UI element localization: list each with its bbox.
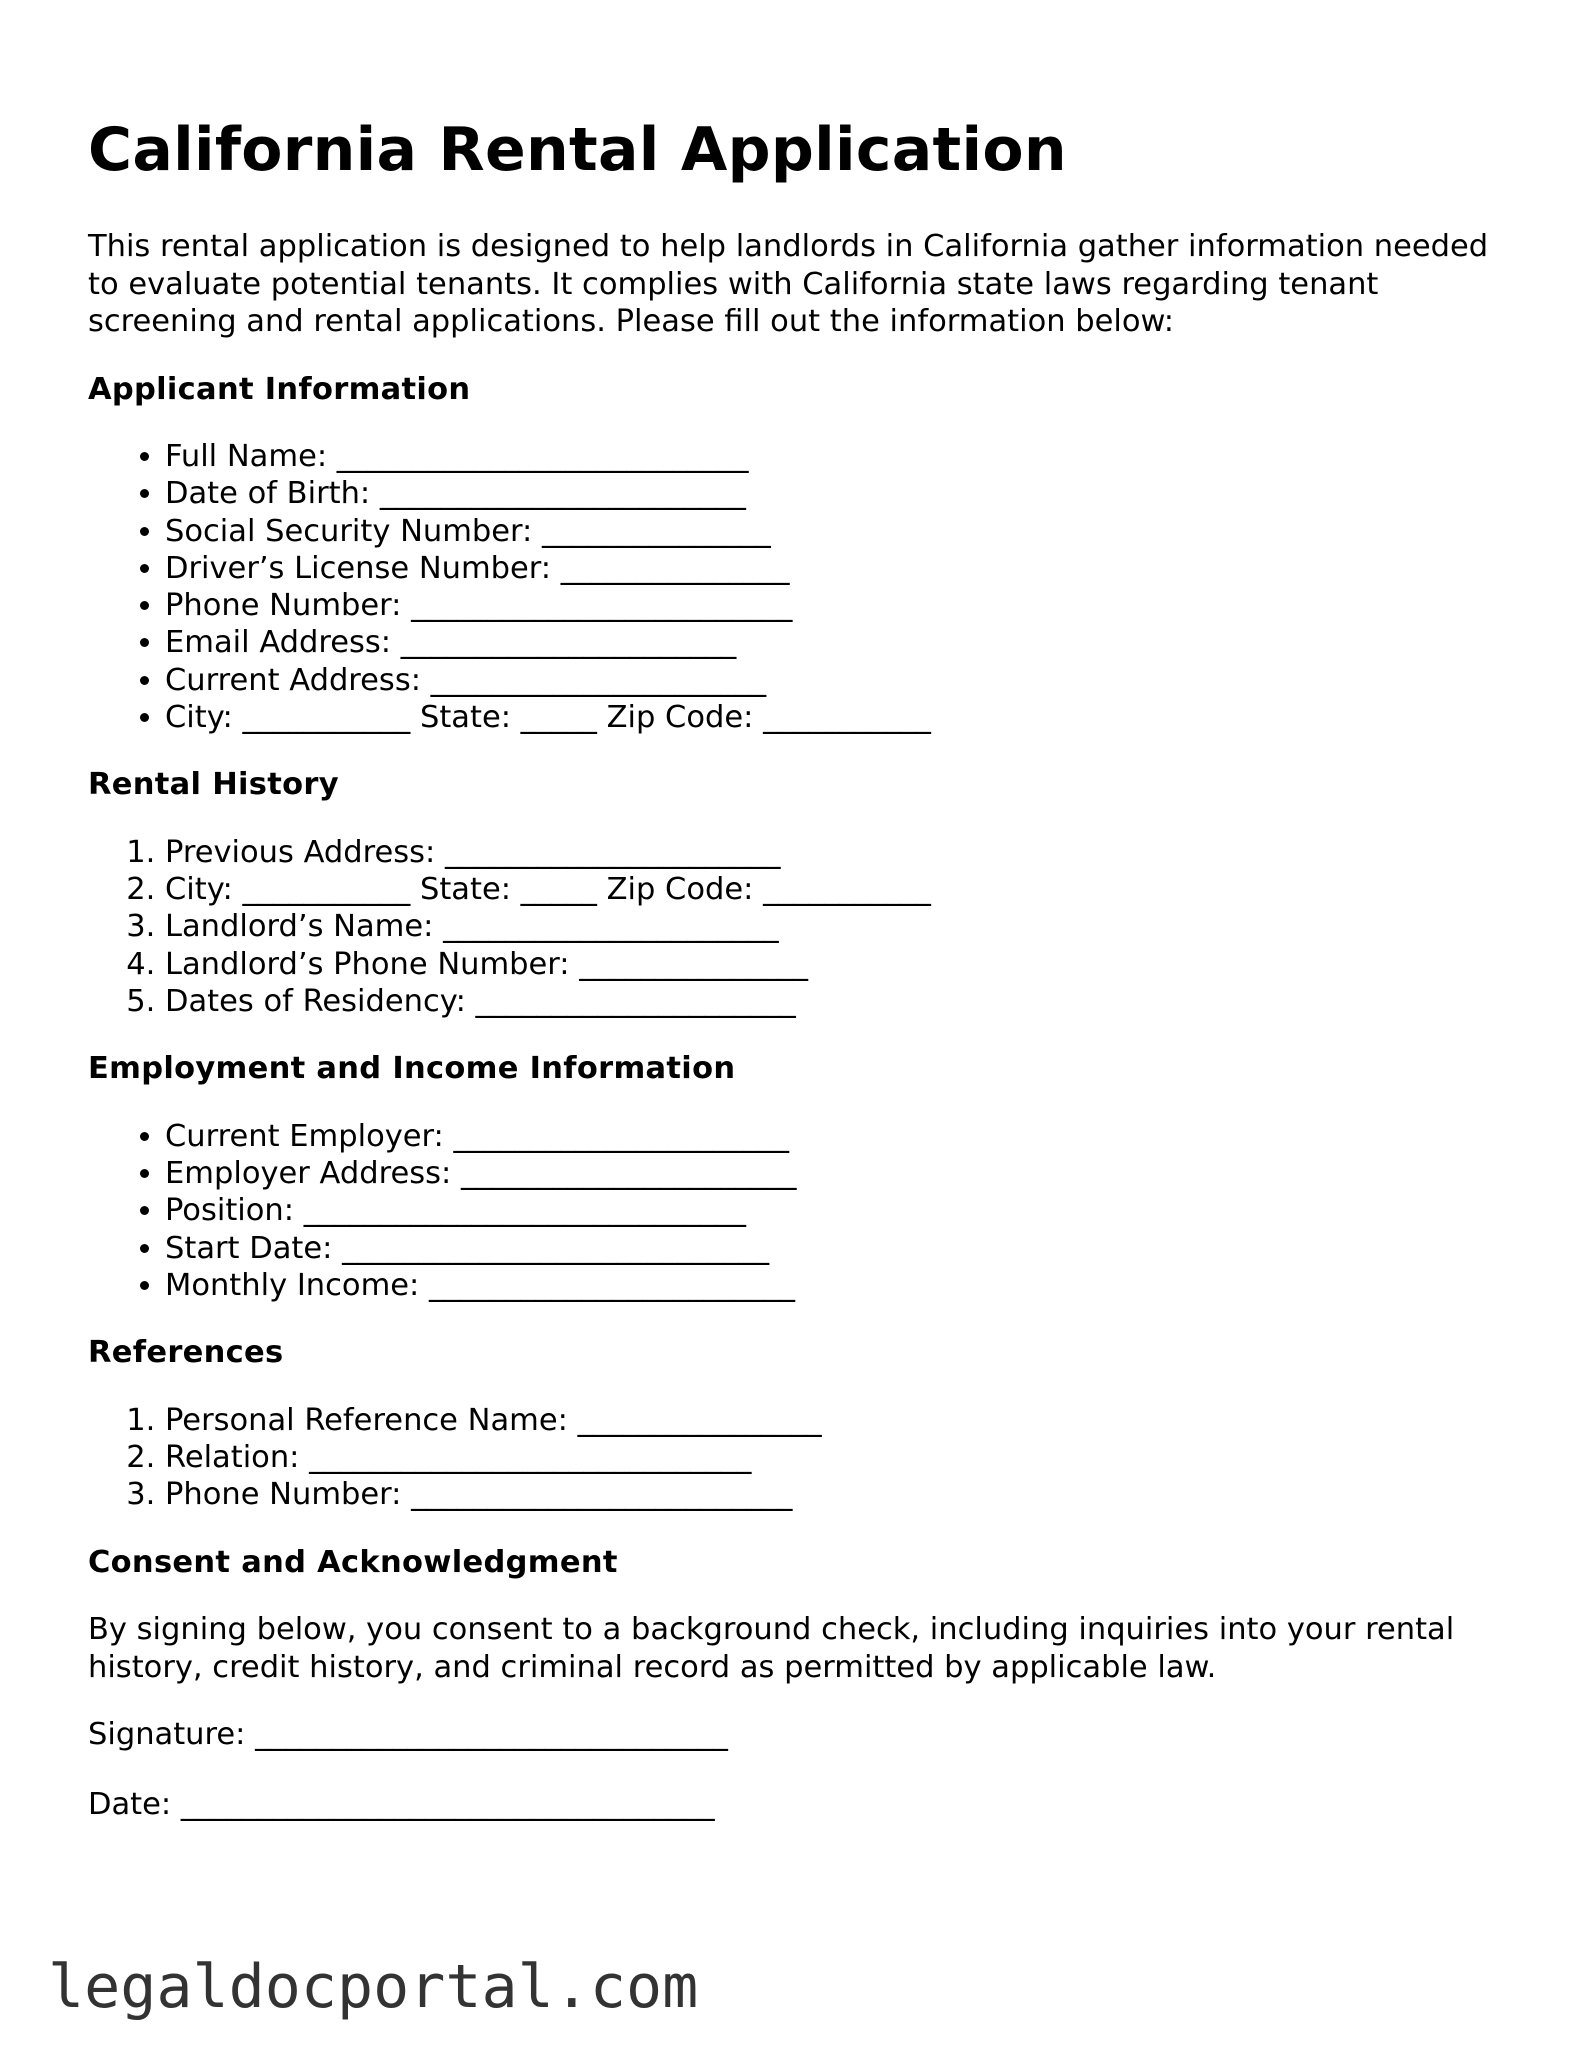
employer-address-field: • Employer Address: ______________________ <box>165 1155 1518 1192</box>
current-address-field: • Current Address: ______________________ <box>165 662 1518 699</box>
reference-phone-field: 3. Phone Number: _________________________ <box>165 1476 1518 1513</box>
monthly-income-field: • Monthly Income: ________________________ <box>165 1267 1518 1304</box>
current-employer-field: • Current Employer: ______________________ <box>165 1118 1518 1155</box>
landlord-name-field: 3. Landlord’s Name: ______________________ <box>165 908 1518 945</box>
employment-heading: Employment and Income Information <box>88 1051 736 1087</box>
city-state-zip-field: • City: ___________ State: _____ Zip Code: ___________ <box>165 699 1518 736</box>
position-field: • Position: _____________________________ <box>165 1192 1518 1229</box>
employment-list <box>88 1118 1518 1304</box>
applicant-information-heading: Applicant Information <box>88 371 471 407</box>
references-list <box>88 1402 1518 1514</box>
full-name-field: • Full Name: ___________________________ <box>165 438 1518 475</box>
drivers-license-field: • Driver’s License Number: _______________ <box>165 550 1518 587</box>
references-heading: References <box>88 1335 284 1371</box>
applicant-information-list <box>88 438 1518 736</box>
intro-paragraph: This rental application is designed to help landlords in California gather information needed to evaluate potential tenants. It complies with California state laws regarding tenant screening and rental applications. Please fill out the information below: <box>88 229 1489 339</box>
consent-paragraph: By signing below, you consent to a background check, including inquiries into your rental history, credit history, and criminal record as permitted by applicable law. <box>88 1612 1455 1685</box>
ssn-field: • Social Security Number: _______________ <box>165 513 1518 550</box>
reference-relation-field: 2. Relation: _____________________________ <box>165 1439 1518 1476</box>
date-line: Date: ___________________________________ <box>88 1786 715 1822</box>
rental-history-list <box>88 834 1518 1020</box>
start-date-field: • Start Date: ____________________________ <box>165 1230 1518 1267</box>
previous-city-state-zip-field: 2. City: ___________ State: _____ Zip Code: ___________ <box>165 871 1518 908</box>
watermark: legaldocportal.com <box>48 1952 699 2022</box>
signature-line: Signature: _______________________________ <box>88 1717 728 1753</box>
phone-number-field: • Phone Number: _________________________ <box>165 587 1518 624</box>
consent-heading: Consent and Acknowledgment <box>88 1544 618 1580</box>
document-title: California Rental Application <box>88 115 1067 185</box>
reference-name-field: 1. Personal Reference Name: ________________ <box>165 1402 1518 1439</box>
dates-of-residency-field: 5. Dates of Residency: _____________________ <box>165 983 1518 1020</box>
rental-history-heading: Rental History <box>88 767 339 803</box>
email-address-field: • Email Address: ______________________ <box>165 624 1518 661</box>
document-page <box>88 110 1518 1855</box>
previous-address-field: 1. Previous Address: ______________________ <box>165 834 1518 871</box>
date-of-birth-field: • Date of Birth: ________________________ <box>165 475 1518 512</box>
landlord-phone-field: 4. Landlord’s Phone Number: _______________ <box>165 946 1518 983</box>
